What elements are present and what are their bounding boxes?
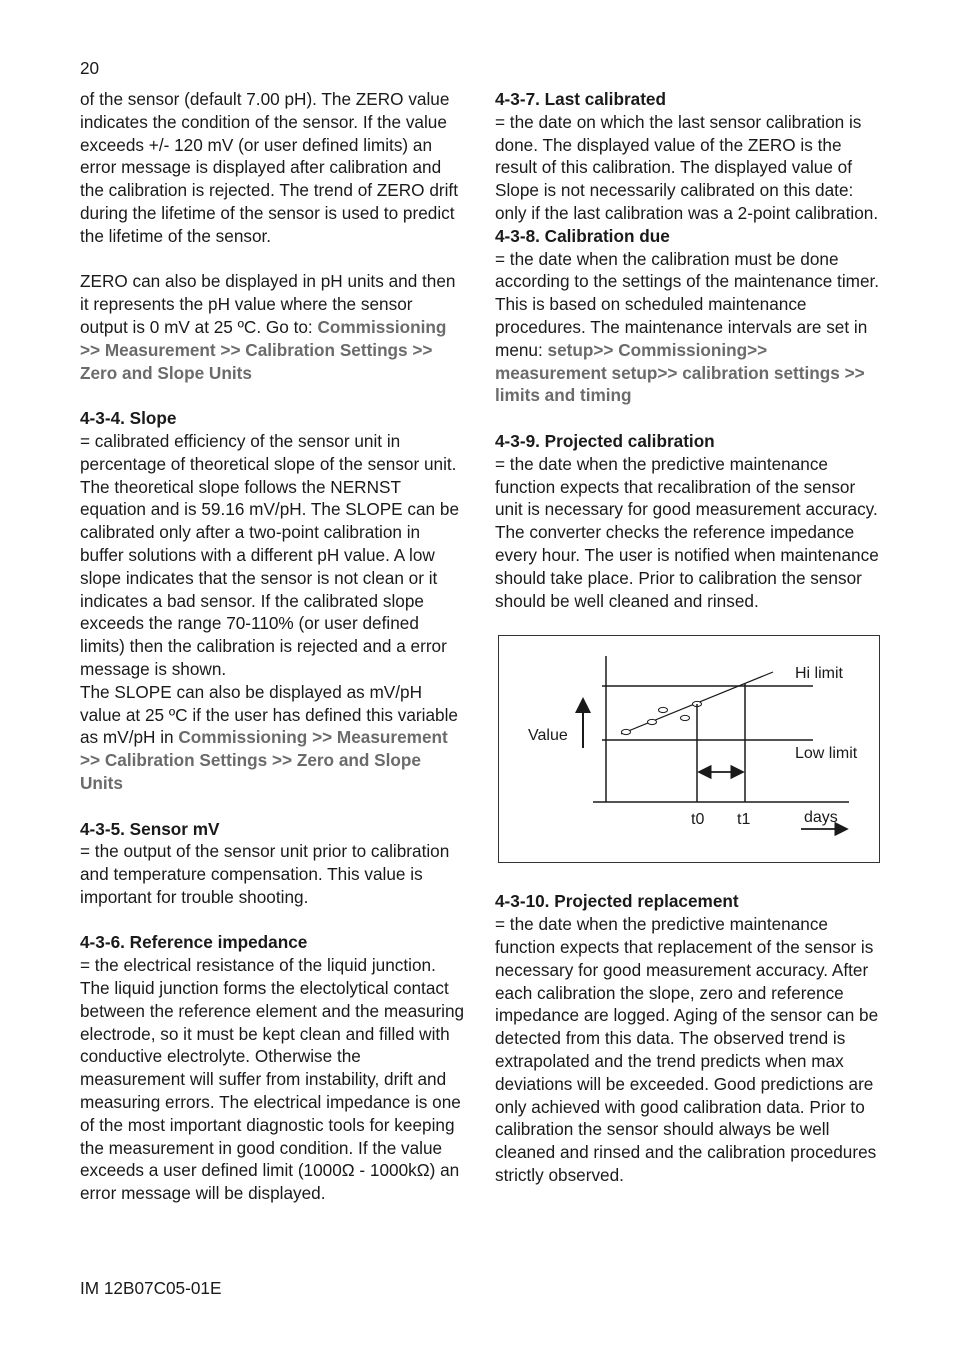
data-point xyxy=(681,716,690,721)
sensor-mv-paragraph: = the output of the sensor unit prior to calibration and temperature compensation. This value is important for trouble shooting. xyxy=(80,841,450,907)
section-heading-projected-replacement: 4-3-10. Projected replacement xyxy=(495,891,739,912)
section-heading-reference-impedance: 4-3-6. Reference impedance xyxy=(80,932,308,953)
t1-label: t1 xyxy=(737,811,751,829)
projected-replacement-paragraph: = the date when the predictive maintenance function expects that replacement of the sensor is necessary for good measurement accuracy. After each calibration the slope, zero and reference impedance are logged. Aging of the sensor can be detected from this data. The observed trend is extrapolated and the trend predicts when max deviations will be exceeded. Good predictions are only achieved with good calibration data. Prior to calibration the sensor should always be well cleaned and rinsed and the calibration procedures strictly observed. xyxy=(495,914,879,1185)
slope-paragraph-2: The SLOPE can also be displayed as mV/pH value at 25 ºC if the user has defined this variable as mV/pH in Commissioning >> Measurement >> Calibration Settings >> Zero and Slope Units xyxy=(80,681,458,793)
menu-path: Commissioning >> Measurement >> Calibration Settings >> Zero and Slope Units xyxy=(80,316,447,383)
t0-label: t0 xyxy=(691,811,705,829)
data-point xyxy=(622,730,631,735)
left-column xyxy=(80,88,465,1205)
section-heading-last-calibrated: 4-3-7. Last calibrated xyxy=(495,89,666,109)
page-number: 20 xyxy=(80,58,100,78)
section-heading-projected-calibration: 4-3-9. Projected calibration xyxy=(495,430,715,451)
section-heading-sensor-mv: 4-3-5. Sensor mV xyxy=(80,818,220,839)
days-label: days xyxy=(804,809,838,827)
projected-calibration-paragraph: = the date when the predictive maintenance function expects that recalibration of the sensor unit is necessary for good measurement accuracy. The converter checks the reference impedance every hour. The user is notified when maintenance should take place. Prior to calibration the sensor should be well cleaned and rinsed. xyxy=(495,453,879,611)
intro-paragraph-1: of the sensor (default 7.00 pH). The ZERO value indicates the condition of the sensor. If the value exceeds +/- 120 mV (or user defined limits) an error message is displayed after calibration and the calibration is rejected. The trend of ZERO drift during the lifetime of the sensor is used to predict the lifetime of the sensor. xyxy=(80,89,458,246)
data-point xyxy=(659,708,668,713)
menu-path: Commissioning >> Measurement >> Calibration Settings >> Zero and Slope Units xyxy=(80,727,448,793)
low-limit-label: Low limit xyxy=(795,745,858,763)
last-calibrated-paragraph: = the date on which the last sensor calibration is done. The displayed value of the ZERO is the result of this calibration. The displayed value of Slope is not necessarily calibrated on this date: only if the last calibration was a 2-point calibration. xyxy=(495,111,879,223)
value-label: Value xyxy=(528,727,568,745)
section-heading-calibration-due: 4-3-8. Calibration due xyxy=(495,225,670,246)
data-point xyxy=(648,720,657,725)
intro-paragraph-2: ZERO can also be displayed in pH units and then it represents the pH value where the sensor output is 0 mV at 25 ºC. Go to: Commissioning >> Measurement >> Calibration Settings >> Zero and Slope Units xyxy=(80,271,456,383)
reference-impedance-paragraph: = the electrical resistance of the liquid junction. The liquid junction forms the electolytical contact between the reference element and the measuring electrode, so it must be kept clean and filled with conductive electrolyte. Otherwise the measurement will suffer from instability, drift and measuring errors. The electrical impedance is one of the most important diagnostic tools for keeping the measurement in good condition. If the value exceeds a user defined limit (1000Ω - 1000kΩ) an error message will be displayed. xyxy=(80,955,465,1204)
document-code-footer: IM 12B07C05-01E xyxy=(80,1278,222,1298)
diagram-svg xyxy=(499,636,881,864)
calibration-due-paragraph: = the date when the calibration must be done according to the settings of the maintenance timer. This is based on scheduled maintenance procedures. The maintenance intervals are set in menu: setup>> Commissioning>> measurement setup>> calibration settings >> limits and timing xyxy=(495,248,880,406)
predictive-maintenance-diagram xyxy=(498,635,880,863)
right-column xyxy=(495,88,880,1187)
hi-limit-label: Hi limit xyxy=(795,665,843,683)
menu-path: setup>> Commissioning>> measurement setup>> calibration settings >> limits and timing xyxy=(495,339,865,406)
section-heading-slope: 4-3-4. Slope xyxy=(80,408,177,429)
slope-paragraph-1: = calibrated efficiency of the sensor unit in percentage of theoretical slope of the sensor unit. The theoretical slope follows the NERNST equation and is 59.16 mV/pH. The SLOPE can be calibrated only after a two-point calibration in buffer solutions with a different pH value. A low slope indicates that the sensor is not clean or it indicates a bad sensor. If the calibrated slope exceeds the range 70-110% (or user defined limits) then the calibration is rejected and a error message is shown. xyxy=(80,430,460,679)
